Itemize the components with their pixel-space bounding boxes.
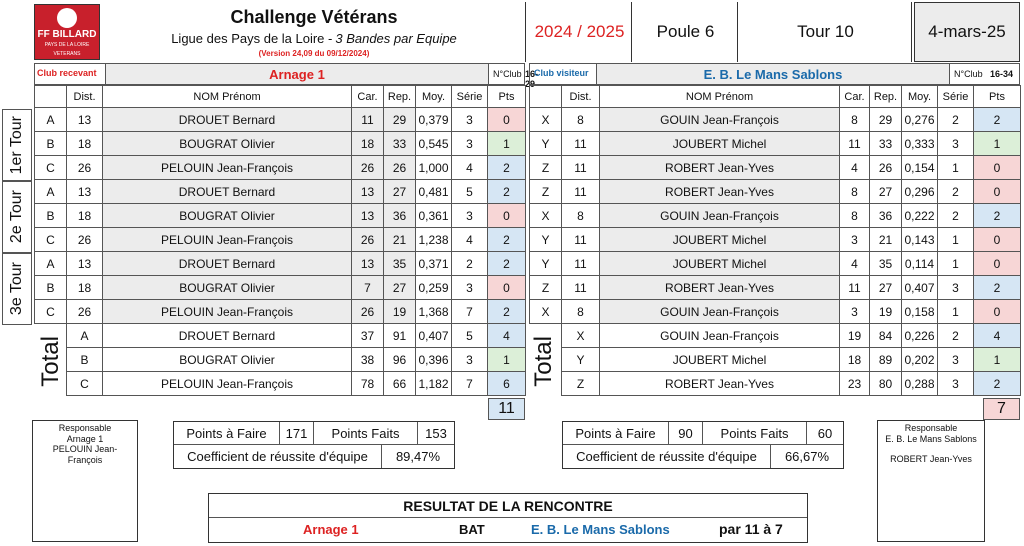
home-total-text: Total: [37, 335, 64, 387]
home-pts-cell: 2: [488, 156, 526, 180]
result-box: [208, 493, 808, 543]
away-pos-cell: Y: [530, 132, 562, 156]
home-h-rep: Rep.: [384, 86, 416, 108]
away-rep-cell: 27: [870, 180, 902, 204]
home-moy-cell: 0,361: [416, 204, 452, 228]
away-serie-cell: 2: [938, 108, 974, 132]
season: 2024 / 2025: [528, 2, 632, 62]
away-match-row: [530, 108, 1021, 132]
away-club-label: Club visiteur: [534, 68, 589, 78]
home-serie-cell: 3: [452, 132, 488, 156]
away-pts-cell: 1: [974, 348, 1021, 372]
away-rep-cell: 33: [870, 132, 902, 156]
home-serie-cell: 3: [452, 276, 488, 300]
away-moy-cell: 0,333: [902, 132, 938, 156]
home-pts-cell: 2: [488, 228, 526, 252]
away-pts-cell: 0: [974, 180, 1021, 204]
poule: Poule 6: [634, 2, 738, 62]
away-name-cell: GOUIN Jean-François: [600, 108, 840, 132]
home-h-moy: Moy.: [416, 86, 452, 108]
logo: [34, 4, 100, 60]
home-match-row: [35, 204, 526, 228]
home-moy-cell: 0,396: [416, 348, 452, 372]
home-rep-cell: 19: [384, 300, 416, 324]
away-car-cell: 23: [840, 372, 870, 396]
home-dist-cell: A: [67, 324, 103, 348]
away-rep-cell: 26: [870, 156, 902, 180]
away-name-cell: JOUBERT Michel: [600, 252, 840, 276]
home-car-cell: 18: [352, 132, 384, 156]
home-moy-cell: 0,481: [416, 180, 452, 204]
result-verb: BAT: [459, 522, 485, 537]
home-pts-cell: 2: [488, 300, 526, 324]
away-dist-cell: 8: [562, 204, 600, 228]
home-coef-value: 89,47%: [395, 449, 441, 464]
home-serie-cell: 3: [452, 108, 488, 132]
away-car-cell: 8: [840, 180, 870, 204]
away-name-cell: JOUBERT Michel: [600, 348, 840, 372]
home-pts-cell: 0: [488, 276, 526, 300]
home-faits-value: 153: [418, 422, 454, 445]
away-match-row: [530, 252, 1021, 276]
away-pts-cell: 2: [974, 108, 1021, 132]
away-name-cell: GOUIN Jean-François: [600, 324, 840, 348]
tour-1-text: 1er Tour: [8, 115, 25, 175]
away-h-car: Car.: [840, 86, 870, 108]
home-total-label: [34, 325, 68, 397]
home-grand-total: 11: [488, 398, 525, 420]
away-dist-cell: 11: [562, 156, 600, 180]
page-subtitle: [102, 30, 526, 46]
away-match-row: [530, 300, 1021, 324]
away-moy-cell: 0,114: [902, 252, 938, 276]
home-dist-cell: 18: [67, 132, 103, 156]
away-grand-total: 7: [983, 398, 1020, 420]
home-serie-cell: 4: [452, 228, 488, 252]
tour-1-label: [2, 109, 32, 181]
away-car-cell: 4: [840, 252, 870, 276]
home-match-row: [35, 108, 526, 132]
away-serie-cell: 1: [938, 252, 974, 276]
home-car-cell: 13: [352, 252, 384, 276]
home-match-row: [35, 300, 526, 324]
logo-billiard-icon: [57, 8, 77, 28]
tour: Tour 10: [740, 2, 912, 62]
tour-3-text: 3e Tour: [8, 262, 25, 316]
home-name-cell: DROUET Bernard: [103, 252, 352, 276]
home-pts-cell: 2: [488, 180, 526, 204]
away-pts-cell: 0: [974, 300, 1021, 324]
away-resp-name: ROBERT Jean-Yves: [890, 454, 972, 464]
home-serie-cell: 3: [452, 204, 488, 228]
home-name-cell: PELOUIN Jean-François: [103, 372, 352, 396]
home-car-cell: 26: [352, 156, 384, 180]
away-moy-cell: 0,407: [902, 276, 938, 300]
away-stats-box: [562, 421, 844, 469]
away-faire-label: Points à Faire: [563, 422, 669, 445]
away-dist-cell: 11: [562, 180, 600, 204]
home-results-table: [34, 85, 526, 396]
home-name-cell: BOUGRAT Olivier: [103, 348, 352, 372]
home-pts-cell: 2: [488, 252, 526, 276]
away-moy-cell: 0,288: [902, 372, 938, 396]
away-moy-cell: 0,202: [902, 348, 938, 372]
home-name-cell: DROUET Bernard: [103, 324, 352, 348]
home-dist-cell: 13: [67, 108, 103, 132]
away-car-cell: 19: [840, 324, 870, 348]
away-h-name: NOM Prénom: [600, 86, 840, 108]
home-name-cell: BOUGRAT Olivier: [103, 204, 352, 228]
away-serie-cell: 3: [938, 276, 974, 300]
result-title: RESULTAT DE LA RENCONTRE: [209, 494, 807, 518]
tour-3-label: [2, 253, 32, 325]
home-serie-cell: 7: [452, 300, 488, 324]
home-pts-cell: 0: [488, 108, 526, 132]
away-car-cell: 8: [840, 204, 870, 228]
away-car-cell: 11: [840, 132, 870, 156]
away-pts-cell: 4: [974, 324, 1021, 348]
away-club-row: [529, 63, 1020, 85]
subtitle-plain: Ligue des Pays de la Loire -: [171, 30, 333, 46]
away-dist-cell: Y: [562, 348, 600, 372]
away-total-row: [530, 324, 1021, 348]
result-score: par 11 à 7: [719, 521, 783, 537]
away-car-cell: 4: [840, 156, 870, 180]
away-dist-cell: 11: [562, 132, 600, 156]
home-moy-cell: 1,238: [416, 228, 452, 252]
away-pos-cell: X: [530, 108, 562, 132]
away-faire-value: 90: [669, 422, 703, 445]
home-dist-cell: 26: [67, 228, 103, 252]
away-name-cell: ROBERT Jean-Yves: [600, 180, 840, 204]
away-moy-cell: 0,222: [902, 204, 938, 228]
home-car-cell: 13: [352, 180, 384, 204]
home-name-cell: BOUGRAT Olivier: [103, 132, 352, 156]
home-dist-cell: 13: [67, 252, 103, 276]
home-total-row: [35, 348, 526, 372]
home-rep-cell: 27: [384, 180, 416, 204]
away-coef-value: 66,67%: [784, 449, 830, 464]
away-faits-value: 60: [807, 422, 843, 445]
away-rep-cell: 84: [870, 324, 902, 348]
subtitle-italic: 3 Bandes par Equipe: [335, 30, 457, 46]
away-num: 16-34: [990, 69, 1014, 79]
home-club-label: Club recevant: [37, 68, 97, 78]
away-name-cell: JOUBERT Michel: [600, 228, 840, 252]
home-pos-cell: B: [35, 132, 67, 156]
home-total-row: [35, 324, 526, 348]
home-dist-cell: 13: [67, 180, 103, 204]
home-car-cell: 26: [352, 228, 384, 252]
home-match-row: [35, 156, 526, 180]
away-resp-club: E. B. Le Mans Sablons: [885, 433, 977, 444]
home-rep-cell: 96: [384, 348, 416, 372]
home-name-cell: PELOUIN Jean-François: [103, 300, 352, 324]
away-serie-cell: 1: [938, 156, 974, 180]
home-serie-cell: 7: [452, 372, 488, 396]
away-rep-cell: 29: [870, 108, 902, 132]
home-rep-cell: 66: [384, 372, 416, 396]
home-pts-cell: 1: [488, 132, 526, 156]
away-h-moy: Moy.: [902, 86, 938, 108]
home-rep-cell: 36: [384, 204, 416, 228]
away-h-dist: Dist.: [562, 86, 600, 108]
home-serie-cell: 5: [452, 324, 488, 348]
away-pts-cell: 2: [974, 276, 1021, 300]
away-results-table: [529, 85, 1021, 396]
away-h-rep: Rep.: [870, 86, 902, 108]
away-faits-label: Points Faits: [703, 422, 807, 445]
home-pts-cell: 6: [488, 372, 526, 396]
home-car-cell: 37: [352, 324, 384, 348]
result-home: Arnage 1: [303, 522, 359, 537]
away-pos-cell: Y: [530, 252, 562, 276]
away-club-name: E. B. Le Mans Sablons: [596, 64, 950, 84]
away-match-row: [530, 180, 1021, 204]
away-car-cell: 8: [840, 108, 870, 132]
away-match-row: [530, 276, 1021, 300]
away-name-cell: ROBERT Jean-Yves: [600, 276, 840, 300]
home-match-row: [35, 228, 526, 252]
away-dist-cell: Z: [562, 372, 600, 396]
away-moy-cell: 0,226: [902, 324, 938, 348]
away-moy-cell: 0,158: [902, 300, 938, 324]
home-moy-cell: 0,407: [416, 324, 452, 348]
home-moy-cell: 1,368: [416, 300, 452, 324]
away-total-text: Total: [530, 335, 557, 387]
home-coef-label: Coefficient de réussite d'équipe: [174, 445, 382, 468]
home-car-cell: 11: [352, 108, 384, 132]
away-serie-cell: 2: [938, 204, 974, 228]
home-rep-cell: 33: [384, 132, 416, 156]
home-pos-cell: C: [35, 228, 67, 252]
home-num: 16-29: [525, 69, 539, 89]
away-name-cell: ROBERT Jean-Yves: [600, 372, 840, 396]
home-name-cell: PELOUIN Jean-François: [103, 228, 352, 252]
home-car-cell: 78: [352, 372, 384, 396]
home-pos-cell: B: [35, 204, 67, 228]
away-pts-cell: 0: [974, 252, 1021, 276]
home-h-pos: [35, 86, 67, 108]
home-faire-value: 171: [280, 422, 314, 445]
away-match-row: [530, 228, 1021, 252]
away-total-label: [529, 325, 559, 397]
home-name-cell: BOUGRAT Olivier: [103, 276, 352, 300]
home-responsable-box: [32, 420, 138, 542]
away-pos-cell: X: [530, 204, 562, 228]
away-total-row: [530, 372, 1021, 396]
home-dist-cell: B: [67, 348, 103, 372]
home-h-dist: Dist.: [67, 86, 103, 108]
home-num-label: N°Club: [493, 69, 522, 79]
away-moy-cell: 0,296: [902, 180, 938, 204]
home-moy-cell: 0,259: [416, 276, 452, 300]
away-responsable-box: [877, 420, 985, 542]
logo-line3: VETERANS: [53, 51, 81, 57]
logo-line2: PAYS DE LA LOIRE: [44, 42, 90, 48]
away-car-cell: 18: [840, 348, 870, 372]
away-car-cell: 11: [840, 276, 870, 300]
home-pts-cell: 1: [488, 348, 526, 372]
away-serie-cell: 3: [938, 372, 974, 396]
home-resp-name: PELOUIN Jean-François: [52, 444, 118, 465]
home-header-row: [35, 86, 526, 108]
away-dist-cell: 8: [562, 300, 600, 324]
home-pos-cell: A: [35, 108, 67, 132]
home-total-row: [35, 372, 526, 396]
home-dist-cell: 26: [67, 300, 103, 324]
home-pos-cell: C: [35, 156, 67, 180]
home-name-cell: DROUET Bernard: [103, 108, 352, 132]
home-car-cell: 13: [352, 204, 384, 228]
home-dist-cell: 18: [67, 204, 103, 228]
home-match-row: [35, 180, 526, 204]
away-resp-label: Responsable: [904, 422, 958, 433]
away-pos-cell: Z: [530, 156, 562, 180]
away-serie-cell: 3: [938, 348, 974, 372]
away-serie-cell: 1: [938, 228, 974, 252]
home-club-row: [34, 63, 539, 89]
away-rep-cell: 19: [870, 300, 902, 324]
away-serie-cell: 3: [938, 132, 974, 156]
away-dist-cell: 8: [562, 108, 600, 132]
home-h-car: Car.: [352, 86, 384, 108]
home-match-row: [35, 132, 526, 156]
away-pts-cell: 0: [974, 156, 1021, 180]
away-rep-cell: 21: [870, 228, 902, 252]
away-moy-cell: 0,154: [902, 156, 938, 180]
home-rep-cell: 26: [384, 156, 416, 180]
result-away: E. B. Le Mans Sablons: [531, 522, 670, 537]
home-dist-cell: 18: [67, 276, 103, 300]
home-rep-cell: 29: [384, 108, 416, 132]
home-moy-cell: 1,000: [416, 156, 452, 180]
home-rep-cell: 91: [384, 324, 416, 348]
home-dist-cell: C: [67, 372, 103, 396]
home-pos-cell: C: [35, 300, 67, 324]
home-moy-cell: 0,379: [416, 108, 452, 132]
tour-2-label: [2, 181, 32, 253]
away-moy-cell: 0,276: [902, 108, 938, 132]
home-h-name: NOM Prénom: [103, 86, 352, 108]
away-coef-label: Coefficient de réussite d'équipe: [563, 445, 771, 468]
away-dist-cell: X: [562, 324, 600, 348]
home-match-row: [35, 276, 526, 300]
home-serie-cell: 4: [452, 156, 488, 180]
away-h-pos: [530, 86, 562, 108]
header-title-block: [102, 2, 526, 62]
away-match-row: [530, 204, 1021, 228]
home-match-row: [35, 252, 526, 276]
away-match-row: [530, 156, 1021, 180]
home-pos-cell: A: [35, 252, 67, 276]
home-resp-label: Responsable: [58, 422, 112, 433]
away-name-cell: JOUBERT Michel: [600, 132, 840, 156]
away-rep-cell: 36: [870, 204, 902, 228]
home-rep-cell: 35: [384, 252, 416, 276]
away-header-row: [530, 86, 1021, 108]
away-pts-cell: 2: [974, 372, 1021, 396]
away-rep-cell: 89: [870, 348, 902, 372]
home-moy-cell: 0,371: [416, 252, 452, 276]
version-text: (Version 24,09 du 09/12/2024): [258, 48, 370, 58]
away-serie-cell: 1: [938, 300, 974, 324]
away-serie-cell: 2: [938, 180, 974, 204]
away-rep-cell: 80: [870, 372, 902, 396]
away-rep-cell: 27: [870, 276, 902, 300]
home-car-cell: 26: [352, 300, 384, 324]
away-moy-cell: 0,143: [902, 228, 938, 252]
away-car-cell: 3: [840, 300, 870, 324]
home-serie-cell: 5: [452, 180, 488, 204]
away-name-cell: GOUIN Jean-François: [600, 300, 840, 324]
home-car-cell: 7: [352, 276, 384, 300]
home-pts-cell: 4: [488, 324, 526, 348]
home-rep-cell: 21: [384, 228, 416, 252]
home-faire-label: Points à Faire: [174, 422, 280, 445]
away-pts-cell: 2: [974, 204, 1021, 228]
away-dist-cell: 11: [562, 252, 600, 276]
away-serie-cell: 2: [938, 324, 974, 348]
away-num-label: N°Club: [954, 69, 983, 79]
away-pos-cell: X: [530, 300, 562, 324]
away-pts-cell: 0: [974, 228, 1021, 252]
away-car-cell: 3: [840, 228, 870, 252]
tour-2-text: 2e Tour: [8, 190, 25, 244]
home-h-serie: Série: [452, 86, 488, 108]
away-h-pts: Pts: [974, 86, 1021, 108]
away-dist-cell: 11: [562, 228, 600, 252]
home-h-pts: Pts: [488, 86, 526, 108]
date: 4-mars-25: [914, 2, 1020, 62]
logo-line1: FF BILLARD: [37, 29, 97, 39]
home-pos-cell: B: [35, 276, 67, 300]
home-club-name: Arnage 1: [105, 64, 489, 84]
away-match-row: [530, 132, 1021, 156]
home-serie-cell: 3: [452, 348, 488, 372]
away-dist-cell: 11: [562, 276, 600, 300]
away-pos-cell: Z: [530, 180, 562, 204]
home-moy-cell: 0,545: [416, 132, 452, 156]
home-resp-club: Arnage 1: [66, 433, 104, 444]
home-serie-cell: 2: [452, 252, 488, 276]
home-name-cell: PELOUIN Jean-François: [103, 156, 352, 180]
home-car-cell: 38: [352, 348, 384, 372]
away-name-cell: ROBERT Jean-Yves: [600, 156, 840, 180]
home-pos-cell: A: [35, 180, 67, 204]
home-rep-cell: 27: [384, 276, 416, 300]
away-rep-cell: 35: [870, 252, 902, 276]
page-title: Challenge Vétérans: [230, 6, 398, 27]
home-name-cell: DROUET Bernard: [103, 180, 352, 204]
home-pts-cell: 0: [488, 204, 526, 228]
home-faits-label: Points Faits: [314, 422, 418, 445]
away-pos-cell: Z: [530, 276, 562, 300]
home-dist-cell: 26: [67, 156, 103, 180]
home-stats-box: [173, 421, 455, 469]
away-h-serie: Série: [938, 86, 974, 108]
away-pts-cell: 1: [974, 132, 1021, 156]
home-moy-cell: 1,182: [416, 372, 452, 396]
away-total-row: [530, 348, 1021, 372]
away-pos-cell: Y: [530, 228, 562, 252]
away-name-cell: GOUIN Jean-François: [600, 204, 840, 228]
